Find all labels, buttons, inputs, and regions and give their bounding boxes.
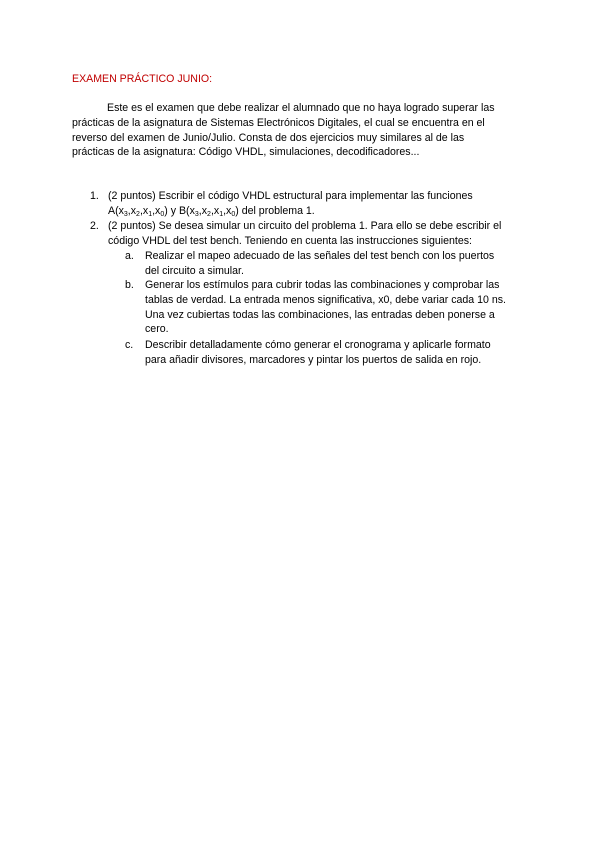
- question-body: [108, 189, 538, 219]
- sub-index: 2: [207, 210, 211, 218]
- sub-index: 3: [123, 210, 128, 218]
- formula-sep: ,x: [127, 204, 137, 217]
- formula-b-prefix: ) y B(x: [164, 204, 195, 217]
- subitem-body: [145, 278, 535, 337]
- subitem-line: para añadir divisores, marcadores y pintar los puertos de salida en rojo.: [145, 353, 482, 366]
- formula-sep: ,x: [198, 204, 208, 217]
- question-line: (2 puntos) Escribir el código VHDL estructural para implementar las funciones: [108, 190, 473, 202]
- subitem-line: Generar los estímulos para cubrir todas las combinaciones y comprobar las: [145, 279, 500, 291]
- subitem-body: [145, 249, 535, 279]
- intro-line: Este es el examen que debe realizar el alumnado que no haya logrado superar las: [107, 102, 495, 114]
- formula-sep: ,x: [152, 204, 161, 217]
- intro-line: prácticas de la asignatura: Código VHDL, simulaciones, decodificadores...: [72, 146, 420, 159]
- question-number: 1.: [90, 190, 99, 202]
- formula-sep: ,x: [223, 204, 232, 217]
- subitem-line: cero.: [145, 323, 169, 336]
- intro-paragraph: [72, 101, 524, 160]
- function-formula: [108, 204, 538, 219]
- subitem-letter: b.: [125, 279, 134, 291]
- question-number: 2.: [90, 220, 99, 232]
- sub-index: 0: [160, 210, 165, 218]
- subitem-line: del circuito a simular.: [145, 264, 244, 277]
- question-body: [108, 219, 538, 249]
- subitem-line: tablas de verdad. La entrada menos significativa, x0, debe variar cada 10 ns.: [145, 293, 506, 306]
- subitem-letter: a.: [125, 250, 134, 262]
- exam-title: EXAMEN PRÁCTICO JUNIO:: [72, 73, 213, 85]
- subitem-line: Describir detalladamente cómo generar el cronograma y aplicarle formato: [145, 339, 491, 351]
- sub-index: 0: [231, 210, 236, 218]
- formula-suffix: ) del problema 1.: [235, 204, 315, 217]
- subitem-body: [145, 338, 535, 368]
- formula-sep: ,x: [210, 204, 220, 217]
- intro-line: reverso del examen de Junio/Julio. Consta de dos ejercicios muy similares al de las: [72, 131, 465, 144]
- formula-a-prefix: A(x: [108, 204, 124, 217]
- sub-index: 1: [148, 210, 153, 218]
- question-line: código VHDL del test bench. Teniendo en cuenta las instrucciones siguientes:: [108, 234, 472, 247]
- intro-line: prácticas de la asignatura de Sistemas Electrónicos Digitales, el cual se encuentra en el: [72, 116, 485, 129]
- formula-sep: ,x: [139, 204, 149, 217]
- question-line: (2 puntos) Se desea simular un circuito del problema 1. Para ello se debe escribir el: [108, 220, 502, 232]
- subitem-letter: c.: [125, 339, 134, 351]
- sub-index: 3: [194, 210, 199, 218]
- subitem-line: Una vez cubiertas todas las combinaciones, las entradas deben ponerse a: [145, 308, 495, 321]
- subitem-line: Realizar el mapeo adecuado de las señales del test bench con los puertos: [145, 250, 495, 262]
- sub-index: 2: [136, 210, 140, 218]
- sub-index: 1: [219, 210, 224, 218]
